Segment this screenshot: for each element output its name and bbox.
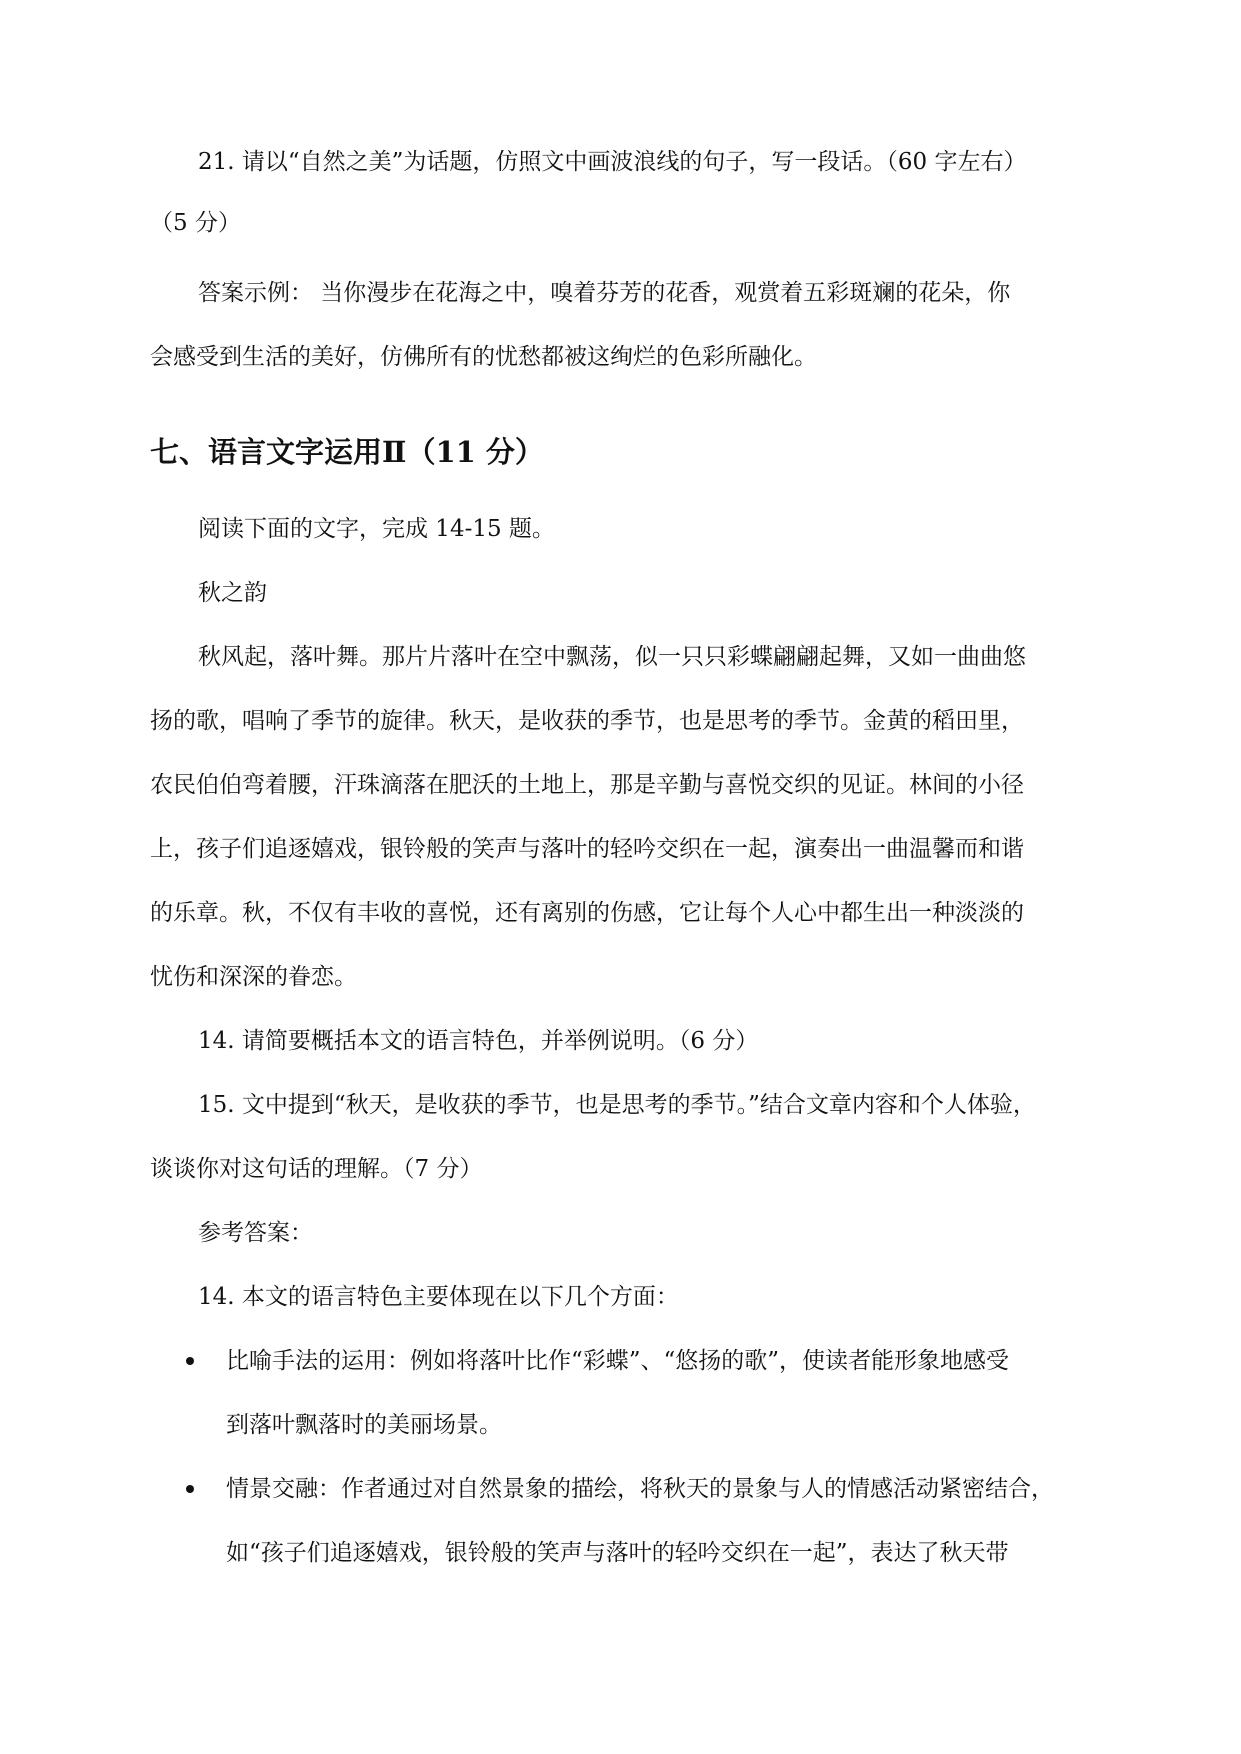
question-15-line-1: 15. 文中提到“秋天，是收获的季节，也是思考的季节。”结合文章内容和个人体验，	[198, 1092, 1036, 1118]
passage-line-2: 扬的歌，唱响了季节的旋律。秋天，是收获的季节，也是思考的季节。金黄的稻田里，	[150, 708, 1024, 734]
answer-14-intro: 14. 本文的语言特色主要体现在以下几个方面：	[198, 1284, 679, 1310]
passage-line-1: 秋风起，落叶舞。那片片落叶在空中飘荡，似一只只彩蝶翩翩起舞，又如一曲曲悠	[198, 644, 1026, 670]
question-15-line-2: 谈谈你对这句话的理解。（7 分）	[150, 1156, 483, 1182]
bullet-1-line-2: 到落叶飘落时的美丽场景。	[226, 1412, 502, 1438]
bullet-2-line-2: 如“孩子们追逐嬉戏，银铃般的笑声与落叶的轻吟交织在一起”，表达了秋天带	[226, 1540, 1009, 1566]
passage-line-4: 上，孩子们追逐嬉戏，银铃般的笑声与落叶的轻吟交织在一起，演奏出一曲温馨而和谐	[150, 836, 1024, 862]
answer-21-line-2: 会感受到生活的美好，仿佛所有的忧愁都被这绚烂的色彩所融化。	[150, 344, 817, 370]
question-14: 14. 请简要概括本文的语言特色，并举例说明。（6 分）	[198, 1028, 759, 1054]
answer-21-line-1: 答案示例： 当你漫步在花海之中，嗅着芬芳的花香，观赏着五彩斑斓的花朵，你	[198, 280, 1011, 306]
passage-title: 秋之韵	[198, 580, 267, 606]
reading-instruction: 阅读下面的文字，完成 14-15 题。	[198, 516, 555, 542]
reference-answer-label: 参考答案：	[198, 1220, 313, 1246]
question-21-line-1: 21. 请以“自然之美”为话题，仿照文中画波浪线的句子，写一段话。（60 字左右）	[198, 149, 1027, 175]
section-heading: 七、语言文字运用Ⅱ（11 分）	[150, 435, 544, 469]
bullet-1-line-1: 比喻手法的运用：例如将落叶比作“彩蝶”、“悠扬的歌”，使读者能形象地感受	[226, 1348, 1010, 1374]
bullet-dot-icon	[186, 1357, 194, 1365]
passage-line-3: 农民伯伯弯着腰，汗珠滴落在肥沃的土地上，那是辛勤与喜悦交织的见证。林间的小径	[150, 772, 1024, 798]
passage-line-6: 忧伤和深深的眷恋。	[150, 964, 357, 990]
bullet-2-line-1: 情景交融：作者通过对自然景象的描绘，将秋天的景象与人的情感活动紧密结合，	[226, 1476, 1054, 1502]
question-21-line-2: （5 分）	[150, 210, 241, 236]
bullet-dot-icon	[186, 1485, 194, 1493]
passage-line-5: 的乐章。秋，不仅有丰收的喜悦，还有离别的伤感，它让每个人心中都生出一种淡淡的	[150, 900, 1024, 926]
